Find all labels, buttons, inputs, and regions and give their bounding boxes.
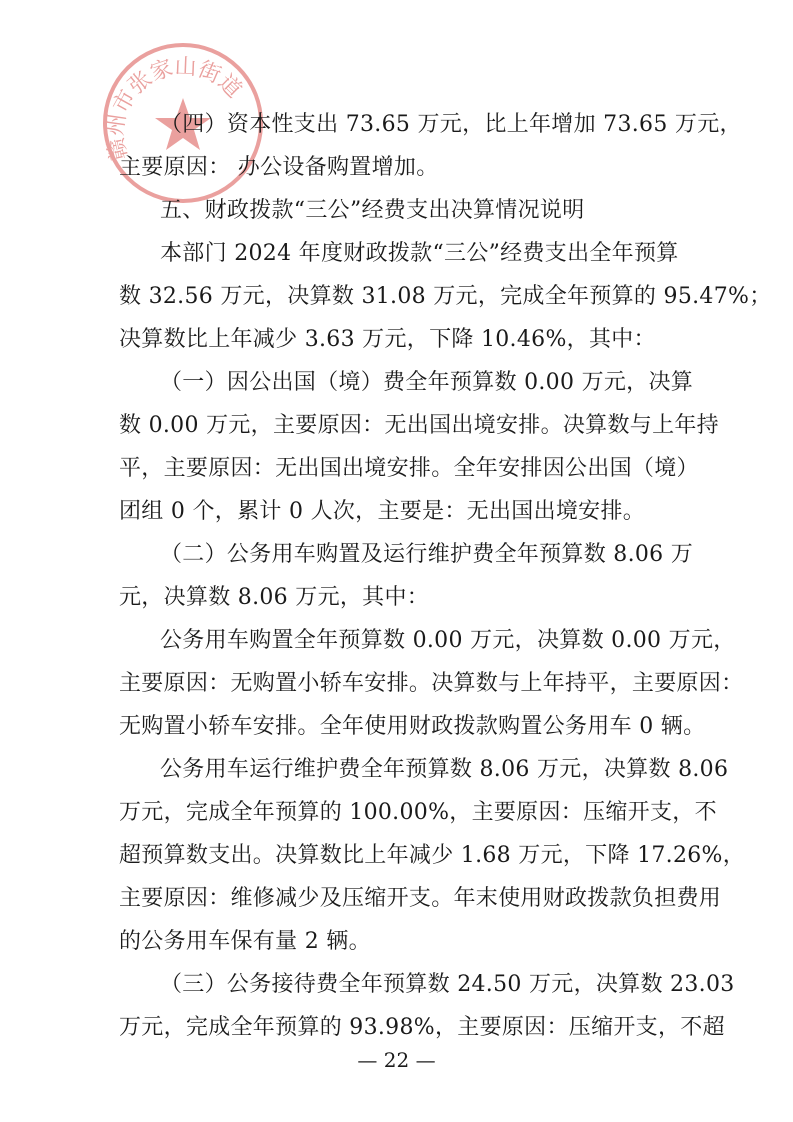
paragraph-line: 主要原因：无购置小轿车安排。决算数与上年持平，主要原因： [119,671,744,696]
paragraph-line: 数 32.56 万元，决算数 31.08 万元，完成全年预算的 95.47%； [119,284,772,309]
paragraph-line: 万元，完成全年预算的 93.98%，主要原因：压缩开支，不超 [119,1015,725,1040]
page-number: — 22 — [357,1048,436,1072]
paragraph-line: （三）公务接待费全年预算数 24.50 万元，决算数 23.03 [160,972,735,997]
paragraph-line: 数 0.00 万元，主要原因：无出国出境安排。决算数与上年持 [119,413,719,438]
paragraph-line: 公务用车购置全年预算数 0.00 万元，决算数 0.00 万元， [160,628,736,653]
paragraph-line: 团组 0 个，累计 0 人次，主要是：无出国出境安排。 [119,499,646,524]
paragraph-line: （一）因公出国（境）费全年预算数 0.00 万元，决算 [160,370,694,395]
paragraph-line: 无购置小轿车安排。全年使用财政拨款购置公务用车 0 辆。 [119,714,706,739]
paragraph-line: 超预算数支出。决算数比上年减少 1.68 万元，下降 17.26%， [119,843,746,868]
paragraph-line: 公务用车运行维护费全年预算数 8.06 万元，决算数 8.06 [160,757,729,782]
paragraph-line: 本部门 2024 年度财政拨款“三公”经费支出全年预算 [160,241,679,266]
paragraph-line: 平，主要原因：无出国出境安排。全年安排因公出国（境） [119,456,699,481]
section-heading: 五、财政拨款“三公”经费支出决算情况说明 [160,198,585,223]
paragraph-line: 主要原因： 办公设备购置增加。 [119,155,439,180]
paragraph-line: 元，决算数 8.06 万元，其中： [119,585,430,610]
seal-text: 赣州市张家山街道 [103,54,247,163]
paragraph-line: 万元，完成全年预算的 100.00%，主要原因：压缩开支，不 [119,800,717,825]
paragraph-line: 的公务用车保有量 2 辆。 [119,929,371,954]
paragraph-line: 决算数比上年减少 3.63 万元，下降 10.46%，其中： [119,327,656,352]
paragraph-line: 主要原因：维修减少及压缩开支。年末使用财政拨款负担费用 [119,886,722,911]
paragraph-line: （二）公务用车购置及运行维护费全年预算数 8.06 万 [160,542,694,567]
paragraph-line: （四）资本性支出 73.65 万元，比上年增加 73.65 万元， [160,112,742,137]
